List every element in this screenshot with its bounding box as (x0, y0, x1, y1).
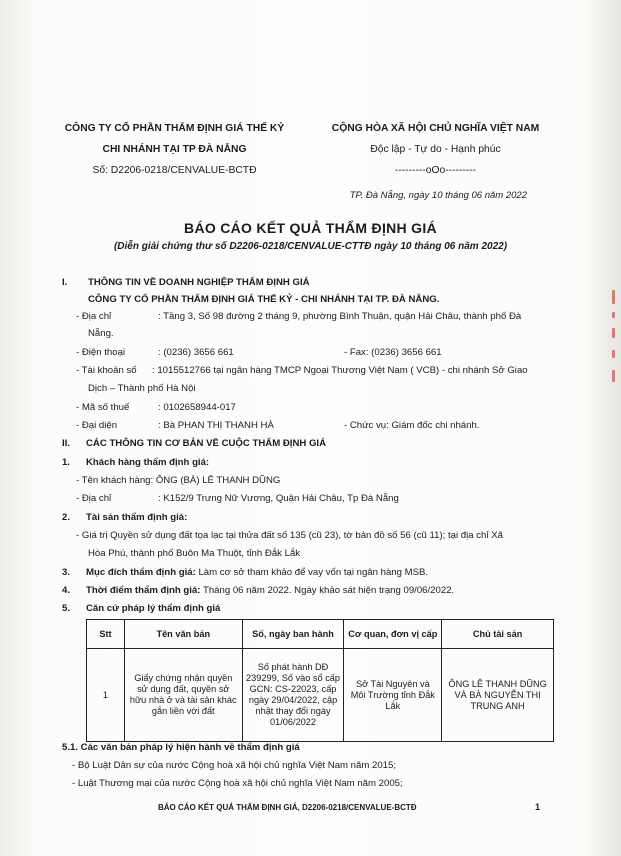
row-number-date: Số phát hành DĐ 239299, Số vào sổ cấp GCN: CS-22023, cấp ngày 29/04/2022, cập nhật thay đổi ngày 01/06/2022 (242, 649, 344, 742)
col-document-name: Tên văn bản (124, 620, 242, 649)
place-date: TP. Đà Nẵng, ngày 10 tháng 06 năm 2022 (349, 190, 527, 201)
representative-label: - Đại diện (76, 420, 118, 431)
asset-description-cont: Hòa Phú, thành phố Buôn Ma Thuột, tỉnh Đắk Lắk (88, 548, 301, 559)
page-number: 1 (535, 802, 541, 812)
address-value: : Tầng 3, Số 98 đường 2 tháng 9, phường Bình Thuận, quận Hải Châu, thành phố Đà (158, 311, 522, 322)
account-label: - Tài khoản số (76, 365, 137, 376)
national-motto: Độc lập - Tự do - Hạnh phúc (370, 144, 501, 155)
row-issuer: Sở Tài Nguyên và Môi Trường tỉnh Đắk Lắk (344, 649, 442, 742)
section-2-heading: CÁC THÔNG TIN CƠ BẢN VỀ CUỘC THẨM ĐỊNH GIÁ (86, 438, 327, 449)
representative-value: : Bà PHAN THỊ THANH HÀ (158, 420, 274, 431)
legal-basis-table (86, 619, 554, 742)
legal-ref-2: - Luật Thương mại của nước Cộng hoà xã hội chủ nghĩa Việt Nam năm 2005; (72, 778, 403, 789)
section-1-heading: THÔNG TIN VỀ DOANH NGHIỆP THẨM ĐỊNH GIÁ (88, 277, 310, 288)
issuer-header (62, 118, 287, 181)
company-name: CÔNG TY CỔ PHẦN THẨM ĐỊNH GIÁ THẾ KỶ (64, 123, 285, 134)
item-5-number: 5. (62, 603, 71, 614)
report-title: BÁO CÁO KẾT QUẢ THẨM ĐỊNH GIÁ (184, 220, 437, 236)
asset-description: - Giá trị Quyền sử dụng đất tọa lạc tại thửa đất số 135 (cũ 23), tờ bản đồ số 56 (cũ 11); tại địa chỉ Xã (76, 530, 503, 541)
customer-name: - Tên khách hàng: ÔNG (BÀ) LÊ THANH DŨNG (76, 475, 281, 486)
customer-address-label: - Địa chỉ (76, 493, 112, 504)
item-3-text: Làm cơ sở tham khảo để vay vốn tại ngân hàng MSB. (195, 567, 429, 578)
motto-rule: ---------oOo--------- (394, 165, 477, 176)
fax-value: - Fax: (0236) 3656 661 (344, 347, 442, 358)
col-number-date: Số, ngày ban hành (242, 620, 344, 649)
col-stt: Stt (87, 620, 125, 649)
item-3-number: 3. (62, 567, 71, 578)
col-issuer: Cơ quan, đơn vị cấp (344, 620, 442, 649)
item-2-number: 2. (62, 512, 71, 523)
item-3 (62, 566, 428, 579)
section-1-number: I. (62, 277, 68, 288)
address-value-cont: Nẵng. (88, 328, 114, 339)
item-4 (62, 584, 454, 597)
representative-role: - Chức vụ: Giám đốc chi nhánh. (344, 420, 480, 431)
table-header-row (87, 620, 554, 649)
account-value: : 1015512766 tại ngân hàng TMCP Ngoại Thương Việt Nam ( VCB) - chi nhánh Sở Giao (152, 365, 528, 376)
item-1-number: 1. (62, 457, 71, 468)
item-4-heading: Thời điểm thẩm định giá: (86, 585, 201, 596)
nation-title: CỘNG HÒA XÃ HỘI CHỦ NGHĨA VIỆT NAM (331, 123, 540, 134)
branch-name: CHI NHÁNH TẠI TP ĐÀ NẴNG (102, 144, 247, 155)
item-2-heading: Tài sản thẩm định giá: (86, 512, 188, 523)
row-document-name: Giấy chứng nhận quyền sử dụng đất, quyền sở hữu nhà ở và tài sản khác gắn liền với đất (124, 649, 242, 742)
phone-label: - Điện thoại (76, 347, 126, 358)
phone-value: : (0236) 3656 661 (158, 347, 234, 358)
section-2-number: II. (62, 438, 70, 449)
col-owner: Chủ tài sản (442, 620, 554, 649)
legal-ref-1: - Bộ Luật Dân sự của nước Cộng hoà xã hội chủ nghĩa Việt Nam năm 2015; (72, 760, 397, 771)
table-row (87, 649, 554, 742)
row-owner: ÔNG LÊ THANH DŨNG VÀ BÀ NGUYỄN THỊ TRUNG ANH (442, 649, 554, 742)
national-header (318, 118, 553, 181)
item-3-heading: Mục đích thẩm định giá: (86, 567, 196, 578)
item-4-number: 4. (62, 585, 71, 596)
document-number: Số: D2206-0218/CENVALUE-BCTĐ (92, 165, 257, 176)
scan-edge-marks (605, 290, 615, 390)
section-5-1-heading: 5.1. Các văn bản pháp lý hiện hành về thẩm định giá (62, 742, 300, 753)
report-subtitle: (Diễn giải chứng thư số D2206-0218/CENVALUE-CTTĐ ngày 10 tháng 06 năm 2022) (113, 241, 508, 252)
address-label: - Địa chỉ (76, 311, 112, 322)
row-stt: 1 (87, 649, 125, 742)
tax-code-label: - Mã số thuế (76, 402, 130, 413)
appraiser-company: CÔNG TY CỔ PHẦN THẨM ĐỊNH GIÁ THẾ KỶ - CHI NHÁNH TẠI TP. ĐÀ NẴNG. (88, 294, 440, 305)
account-value-cont: Dịch – Thành phố Hà Nội (88, 383, 196, 394)
tax-code-value: : 0102658944-017 (158, 402, 236, 413)
page-footer: BÁO CÁO KẾT QUẢ THẨM ĐỊNH GIÁ, D2206-0218/CENVALUE-BCTĐ (158, 803, 417, 812)
customer-address-value: : K152/9 Trưng Nữ Vương, Quận Hải Châu, Tp Đà Nẵng (158, 493, 399, 504)
item-4-text: Tháng 06 năm 2022. Ngày khảo sát hiện trạng 09/06/2022. (200, 585, 455, 596)
item-5-heading: Căn cứ pháp lý thẩm định giá (86, 603, 221, 614)
item-1-heading: Khách hàng thẩm định giá: (86, 457, 210, 468)
